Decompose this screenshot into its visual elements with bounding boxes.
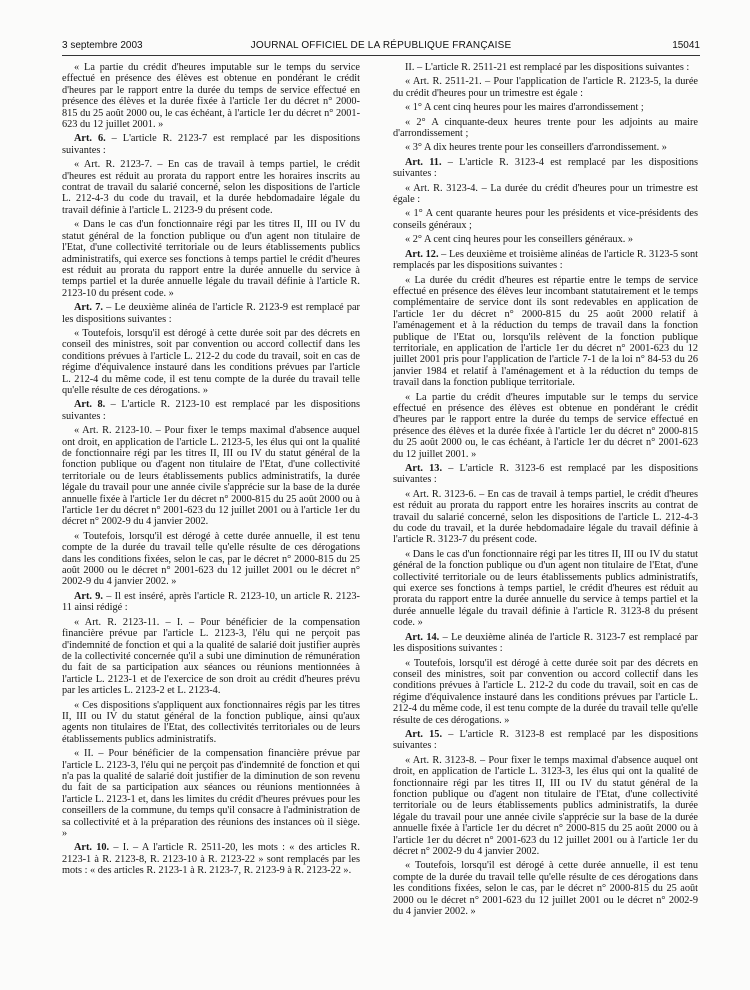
article-heading: Art. 8. [74, 399, 106, 411]
paragraph [393, 157, 698, 180]
paragraph-text: « La partie du crédit d'heures imputable sur le temps du service effectué en présence des élèves est obtenue en pondérant le crédit d'heures par le rapport entre la durée du temps de service effectué en présence des élèves et la durée fixée à l'article 1er du décret n° 2000-815 du 25 août 2000 ou, le cas échéant, à l'article 1er du décret n° 2001-623 du 12 juillet 2001. » [62, 62, 360, 131]
paragraph-text: – Le deuxième alinéa de l'article R. 2123-9 est remplacé par les dispositions suivantes : [62, 302, 360, 325]
paragraph [62, 531, 360, 588]
header-rule [62, 55, 700, 56]
paragraph-text: – L'article R. 3123-4 est remplacé par les dispositions suivantes : [393, 156, 698, 180]
header-date: 3 septembre 2003 [62, 40, 143, 51]
paragraph-text: – Les deuxième et troisième alinéas de l'article R. 3123-5 sont remplacés par les dispositions suivantes : [393, 248, 698, 272]
article-heading: Art. 15. [405, 728, 443, 740]
paragraph-text: « Toutefois, lorsqu'il est dérogé à cette durée annuelle, il est tenu compte de la durée du travail telle qu'elle résulte de ces dérogations dans les conditions fixées, selon le cas, par le décret n° 2000-815 du 25 août 2000 ou le décret n° 2001-623 du 12 juillet 2001 ou le décret n° 2002-9 du 4 janvier 2002. » [393, 860, 698, 918]
paragraph [62, 617, 360, 697]
paragraph-text: – L'article R. 2123-7 est remplacé par les dispositions suivantes : [62, 133, 360, 156]
paragraph [393, 208, 698, 231]
paragraph [62, 700, 360, 746]
paragraph [393, 62, 698, 73]
article-heading: Art. 6. [74, 133, 106, 145]
paragraph [393, 632, 698, 655]
paragraph [62, 748, 360, 839]
paragraph-text: « Toutefois, lorsqu'il est dérogé à cette durée annuelle, il est tenu compte de la durée du travail telle qu'elle résulte de ces dérogations dans les conditions fixées, selon le cas, par le décret n° 2000-815 du 25 août 2000 ou le décret n° 2001-623 du 12 juillet 2001 ou le décret n° 2002-9 du 4 janvier 2002. » [62, 530, 360, 588]
article-heading: Art. 12. [405, 248, 439, 260]
paragraph [393, 117, 698, 140]
paragraph-text: « 1° A cent cinq heures pour les maires d'arrondissement ; [405, 102, 644, 114]
paragraph-text: « Toutefois, lorsqu'il est dérogé à cette durée soit par des décrets en conseil des ministres, soit par convention ou accord collectif dans les conditions prévues à l'article L. 212-2 du code du travail, soit en cas de régime d'équivalence instauré dans les conditions prévues par l'article L. 212-4 du même code, il est tenu compte de la durée du travail telle qu'elle résulte de ces dérogations. » [62, 327, 360, 396]
paragraph [62, 62, 360, 130]
left-column [62, 62, 360, 982]
paragraph-text: – Il est inséré, après l'article R. 2123-10, un article R. 2123-11 ainsi rédigé : [62, 590, 360, 614]
article-heading: Art. 13. [405, 463, 443, 474]
paragraph-text: – L'article R. 3123-6 est remplacé par les dispositions suivantes : [393, 463, 698, 486]
paragraph [393, 142, 698, 153]
paragraph [393, 549, 698, 629]
paragraph-text: « La partie du crédit d'heures imputable sur le temps du service effectué en présence des élèves est obtenue en pondérant le crédit d'heures par le rapport entre la durée du temps de service effectué en présence des élèves et la durée fixée à l'article 1er du décret n° 2000-815 du 25 août 2000 ou, le cas échéant, à l'article 1er du décret n° 2001-623 du 12 juillet 2001. » [393, 391, 698, 460]
paragraph-text: – Le deuxième alinéa de l'article R. 3123-7 est remplacé par les dispositions suivantes : [393, 631, 698, 655]
paragraph-text: « Art. R. 2123-7. – En cas de travail à temps partiel, le crédit d'heures est réduit au prorata du rapport entre les horaires inscrits au contrat de travail du salarié concerné, selon les dispositions de l'article L. 212-4-3 du code du travail, et la durée hebdomadaire légale du travail définie à l'article L. 2123-9 du présent code. [62, 159, 360, 216]
paragraph [393, 183, 698, 206]
paragraph [393, 489, 698, 546]
paragraph-text: « La durée du crédit d'heures est répartie entre le temps de service effectué en présence des élèves leur incombant statutairement et le temps complémentaire de service dont ils sont redevables en application de l'article 1er du décret n° 2000-815 du 25 août 2000 relatif à l'aménagement et à la réduction du temps de travail dans la fonction publique de l'Etat ou, lorsqu'ils relèvent de la fonction publique territoriale, en application de l'article 1er du décret n° 2001-623 du 12 juillet 2001 pris pour l'application de l'article 7-1 de la loi n° 84-53 du 26 janvier 1984 et relatif à l'aménagement et à la réduction du temps de travail dans la fonction publique territoriale. [393, 274, 698, 389]
paragraph-text: « Art. R. 2123-10. – Pour fixer le temps maximal d'absence auquel ont droit, en application de l'article L. 2123-5, les élus qui ont la qualité de fonctionnaire régi par les titres II, III ou IV du statut général de la fonction publique ou d'agent non titulaire de l'Etat, d'une collectivité territoriale ou de leurs établissements publics administratifs, la durée légale du travail pour une année civile s'apprécie sur la base de la durée annuelle fixée à l'article 1er du décret n° 2000-815 du 25 août 2000 ou à l'article 1er du décret n° 2001-623 du 12 juillet 2001 ou à l'article 1er du décret n° 2002-9 du 4 janvier 2002. [62, 425, 360, 528]
paragraph [62, 302, 360, 325]
paragraph-text: – I. – A l'article R. 2511-20, les mots : « des articles R. 2123-1 à R. 2123-8, R. 2123-10 à R. 2123-22 » sont remplacés par les mots : « des articles R. 2123-1 à R. 2123-7, R. 2123-9 à R. 2123-22 ». [62, 842, 360, 877]
paragraph-text: « Art. R. 2123-11. – I. – Pour bénéficier de la compensation financière prévue par l'article L. 2123-3, l'élu qui ne perçoit pas d'indemnité de fonction et qui a la qualité de salarié doit justifier auprès de la collectivité concernée qu'il a subi une diminution de rémunération du fait de sa participation aux séances ou réunions mentionnées à l'article L. 2123-1 et de l'exercice de son droit au crédit d'heures prévu par les articles L. 2123-2 et L. 2123-4. [62, 616, 360, 697]
paragraph [62, 425, 360, 528]
paragraph-text: « Dans le cas d'un fonctionnaire régi par les titres II, III ou IV du statut général de la fonction publique ou d'un agent non titulaire de l'Etat, d'une collectivité territoriale ou de leurs établissements publics administratifs, qui exerce ses fonctions à temps partiel le crédit d'heures est réduit au prorata du rapport entre la durée annuelle du service à temps partiel et la durée annuelle légale du travail définie à l'article R. 2123-10 du présent code. » [62, 219, 360, 299]
paragraph-text: « 1° A cent quarante heures pour les présidents et vice-présidents des conseils généraux ; [393, 208, 698, 231]
paragraph-text: « 3° A dix heures trente pour les conseillers d'arrondissement. » [405, 142, 667, 154]
paragraph-text: « II. – Pour bénéficier de la compensation financière prévue par l'article L. 2123-3, l'élu qui ne perçoit pas d'indemnité de fonction et qui n'a pas la qualité de salarié doit justifier de la diminution de son revenu du fait de sa participation aux séances ou réunions mentionnées à l'article L. 2123-1 et, dans les limites du crédit d'heures prévues pour les conseillers de la commune, du temps qu'il consacre à l'administration de sa collectivité et à la préparation des réunions des instances où il siège. » [62, 748, 360, 839]
paragraph [393, 392, 698, 460]
article-heading: Art. 10. [74, 842, 110, 854]
paragraph-text: « Ces dispositions s'appliquent aux fonctionnaires régis par les titres II, III ou IV du statut général de la fonction publique, ainsi qu'aux agents non titulaires de l'Etat, des collectivités territoriales ou de leurs établissements publics administratifs. [62, 699, 360, 745]
paragraph-text: II. – L'article R. 2511-21 est remplacé par les dispositions suivantes : [405, 62, 690, 73]
paragraph [393, 275, 698, 389]
paragraph [393, 729, 698, 752]
paragraph-text: « Art. R. 3123-8. – Pour fixer le temps maximal d'absence auquel ont droit, en application de l'article L. 3123-3, les élus qui ont la qualité de fonctionnaire régi par les titres II, III ou IV du statut général de la fonction publique ou d'agent non titulaire de l'Etat, d'une collectivité territoriale ou de leurs établissements publics administratifs, la durée légale du travail pour une année civile s'apprécie sur la base de la durée annuelle fixée à l'article 1er du décret n° 2000-815 du 25 août 2000 ou à l'article 1er du décret n° 2001-623 du 12 juillet 2001 ou à l'article 1er du décret n° 2002-9 du 4 janvier 2002. [393, 754, 698, 857]
paragraph [393, 860, 698, 917]
paragraph-text: « Art. R. 3123-6. – En cas de travail à temps partiel, le crédit d'heures est réduit au prorata du rapport entre les horaires inscrits au contrat de travail du salarié concerné, selon les dispositions de l'article L. 212-4-3 du code du travail, et la durée hebdomadaire légale du travail définie à l'article R. 3123-7 du présent code. [393, 488, 698, 546]
article-heading: Art. 7. [74, 302, 103, 314]
paragraph [393, 463, 698, 486]
paragraph [62, 219, 360, 299]
paragraph [393, 76, 698, 99]
paragraph [393, 755, 698, 858]
article-heading: Art. 14. [405, 631, 440, 643]
paragraph [393, 249, 698, 272]
page-number: 15041 [672, 40, 700, 51]
paragraph [393, 102, 698, 113]
paragraph [62, 842, 360, 876]
paragraph [62, 328, 360, 396]
paragraph-text: « 2° A cinquante-deux heures trente pour les adjoints au maire d'arrondissement ; [393, 116, 698, 140]
paragraph-text: – L'article R. 2123-10 est remplacé par les dispositions suivantes : [62, 399, 360, 422]
paragraph [393, 658, 698, 726]
paragraph [62, 133, 360, 156]
paragraph-text: – L'article R. 3123-8 est remplacé par les dispositions suivantes : [393, 728, 698, 752]
journal-title: JOURNAL OFFICIEL DE LA RÉPUBLIQUE FRANÇAISE [250, 40, 512, 51]
paragraph-text: « Art. R. 2511-21. – Pour l'application de l'article R. 2123-5, la durée du crédit d'heures pour un trimestre est égale : [393, 76, 698, 99]
paragraph-text: « Toutefois, lorsqu'il est dérogé à cette durée soit par des décrets en conseil des ministres, soit par convention ou accord collectif dans les conditions prévues à l'article L. 212-2 du code du travail, soit en cas de régime d'équivalence instauré dans les conditions prévues par l'article L. 212-4 du même code, il est tenu compte de la durée du travail telle qu'elle résulte de ces dérogations. » [393, 657, 698, 726]
paragraph-text: « 2° A cent cinq heures pour les conseillers généraux. » [405, 234, 634, 246]
paragraph [62, 399, 360, 422]
paragraph-text: « Dans le cas d'un fonctionnaire régi par les titres II, III ou IV du statut général de la fonction publique ou d'un agent non titulaire de l'Etat, d'une collectivité territoriale ou de leurs établissements publics administratifs, qui exerce ses fonctions à temps partiel, le crédit d'heures est réduit au prorata du rapport entre la durée annuelle du service à temps partiel et la durée annuelle légale du travail définie à l'article R. 3123-8 du présent code. » [393, 548, 698, 629]
paragraph-text: « Art. R. 3123-4. – La durée du crédit d'heures pour un trimestre est égale : [393, 182, 698, 206]
paragraph [62, 591, 360, 614]
paragraph [393, 234, 698, 245]
article-heading: Art. 11. [405, 156, 442, 168]
paragraph [62, 159, 360, 216]
page-header [62, 40, 700, 54]
article-heading: Art. 9. [74, 590, 103, 602]
right-column [393, 62, 698, 982]
